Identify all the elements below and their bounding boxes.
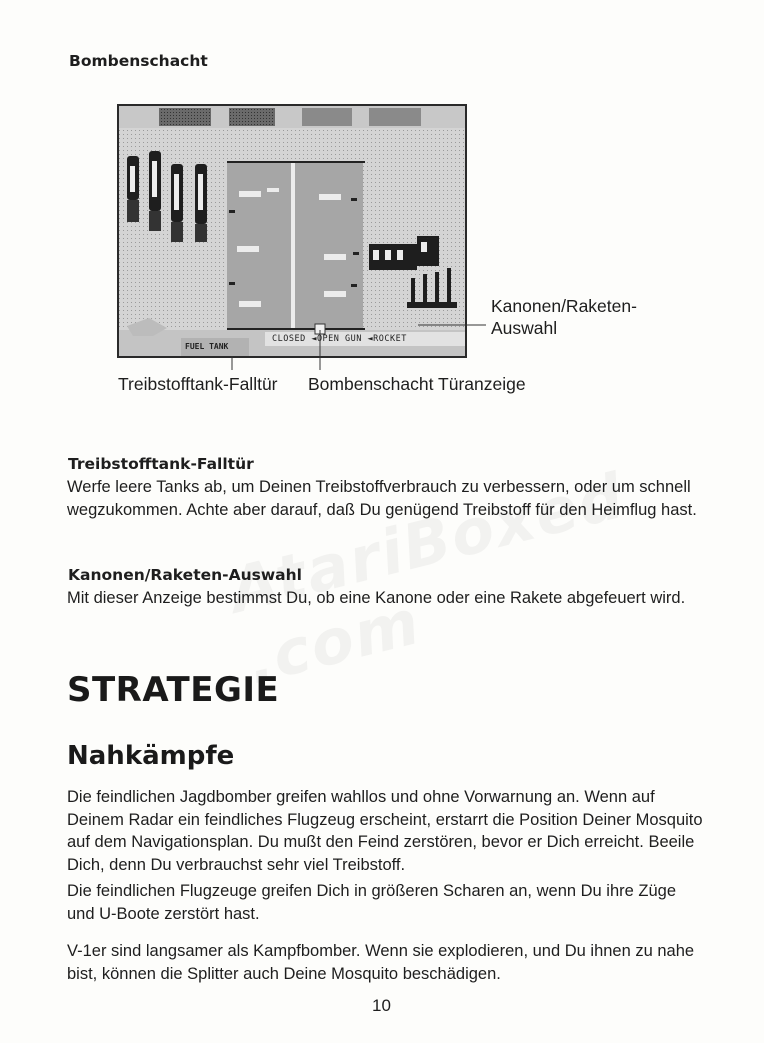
fuel-tank-indicator: FUEL TANK	[185, 342, 229, 351]
strategy-paragraph-2: Die feindlichen Flugzeuge greifen Dich in größeren Scharen an, wenn Du ihre Züge und U-Boote zerstört hast.	[67, 882, 677, 923]
strategy-title: STRATEGIE	[67, 670, 280, 710]
figure-title: Bombenschacht	[69, 52, 208, 70]
bomb-bay-status-indicator: CLOSED ◄OPEN GUN ◄ROCKET	[272, 334, 407, 344]
page-number: 10	[372, 996, 391, 1015]
section-heading-fuel-hatch: Treibstofftank-Falltür	[68, 455, 254, 473]
strategy-paragraph-3: V-1er sind langsamer als Kampfbomber. Wenn sie explodieren, und Du ihnen zu nahe bist, können die Splitter auch Deine Mosquito beschädigen.	[67, 942, 695, 983]
callout-weapon-selector-line2: Auswahl	[491, 318, 558, 338]
watermark	[222, 428, 764, 698]
caption-fuel-tank-hatch: Treibstofftank-Falltür	[118, 374, 278, 394]
strategy-subtitle: Nahkämpfe	[67, 741, 235, 771]
caption-bomb-bay-door-indicator: Bombenschacht Türanzeige	[308, 374, 526, 394]
callout-lines	[0, 0, 764, 420]
section-text-weapon-selector: Mit dieser Anzeige bestimmst Du, ob eine Kanone oder eine Rakete abgefeuert wird.	[67, 589, 686, 607]
section-heading-weapon-selector: Kanonen/Raketen-Auswahl	[68, 566, 302, 584]
callout-weapon-selector-line1: Kanonen/Raketen-	[491, 296, 637, 316]
strategy-paragraph-1: Die feindlichen Jagdbomber greifen wahllos und ohne Vorwarnung an. Wenn auf Deinem Radar ein feindliches Flugzeug erscheint, erstarrt die Position Deiner Mosquito auf dem Navigationsplan. Du mußt den Feind zerstören, bevor er Dich erreicht. Beeile Dich, denn Du verbrauchst sehr viel Treibstoff.	[67, 788, 703, 874]
section-text-fuel-hatch: Werfe leere Tanks ab, um Deinen Treibstoffverbrauch zu verbessern, oder um schnell wegzukommen. Achte aber darauf, daß Du genügend Treibstoff für den Heimflug hast.	[67, 478, 697, 519]
